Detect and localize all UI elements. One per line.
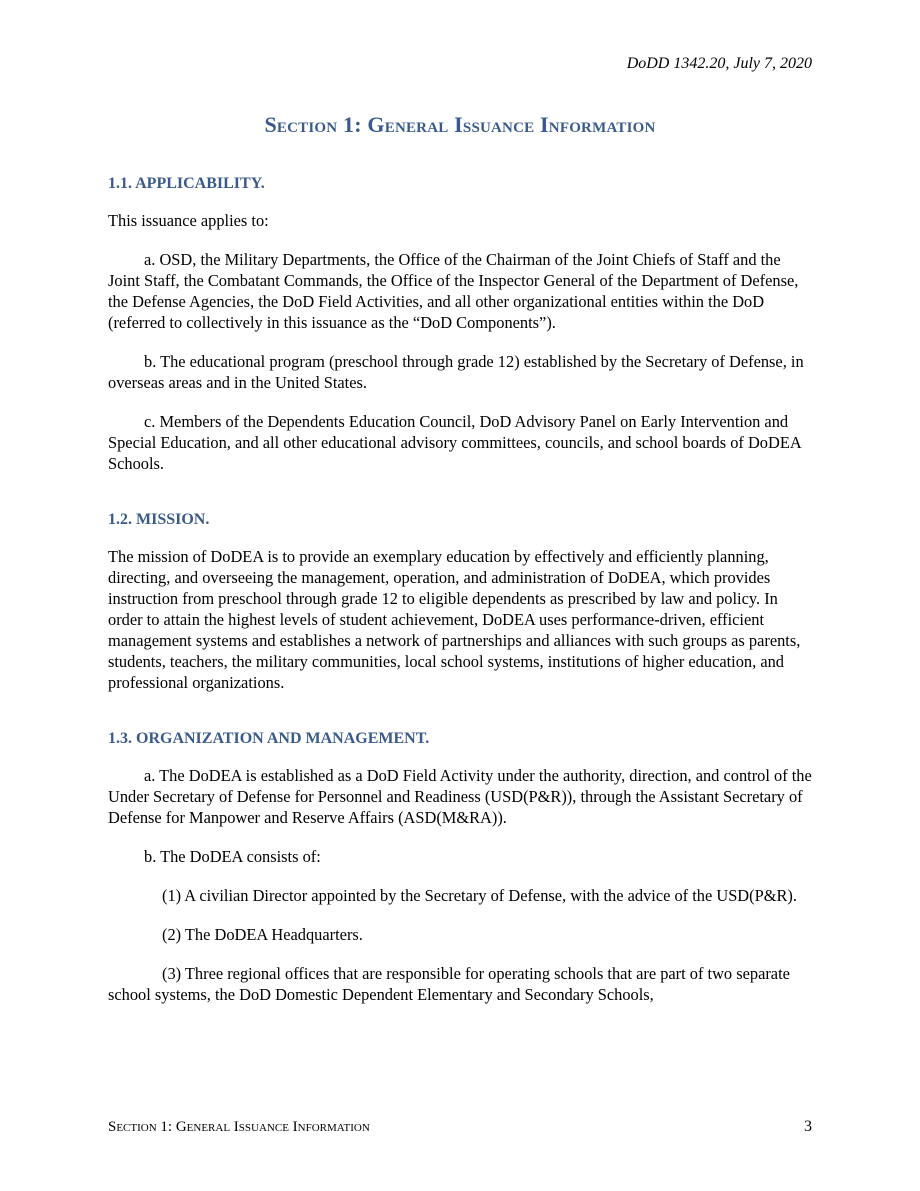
page-number: 3 [804, 1118, 812, 1135]
heading-organization: 1.3. ORGANIZATION AND MANAGEMENT. [108, 730, 430, 747]
heading-mission: 1.2. MISSION. [108, 511, 210, 528]
organization-item-b: b. The DoDEA consists of: [144, 847, 321, 866]
mission-text: The mission of DoDEA is to provide an exemplary education by effectively and efficiently planning, directing, and overseeing the management, operation, and administration of DoDEA, which provides instruction from preschool through grade 12 to eligible dependents as prescribed by law and policy. In order to attain the highest levels of student achievement, DoDEA uses performance-driven, efficient management systems and establishes a network of partnerships and alliances with such groups as parents, students, teachers, the military communities, local school systems, institutions of higher education, and professional organizations. [108, 547, 801, 692]
organization-item-a: a. The DoDEA is established as a DoD Field Activity under the authority, direction, and control of the Under Secretary of Defense for Personnel and Readiness (USD(P&R)), through the Assistant Secretary of Defense for Manpower and Reserve Affairs (ASD(M&RA)). [108, 766, 812, 827]
organization-item-b3: (3) Three regional offices that are responsible for operating schools that are part of two separate school systems, the DoD Domestic Dependent Elementary and Secondary Schools, [108, 964, 790, 1004]
section-title: Section 1: General Issuance Information [264, 112, 656, 137]
organization-item-b1: (1) A civilian Director appointed by the Secretary of Defense, with the advice of the USD(P&R). [162, 886, 797, 905]
applicability-item-c: c. Members of the Dependents Education Council, DoD Advisory Panel on Early Intervention and Special Education, and all other educational advisory committees, councils, and school boards of DoDEA Schools. [108, 412, 801, 473]
organization-item-b2: (2) The DoDEA Headquarters. [162, 925, 363, 944]
applicability-intro: This issuance applies to: [108, 211, 269, 230]
document-body [108, 174, 814, 1005]
footer-section-label: Section 1: General Issuance Information [108, 1119, 370, 1135]
applicability-item-b: b. The educational program (preschool through grade 12) established by the Secretary of Defense, in overseas areas and in the United States. [108, 352, 804, 392]
heading-applicability: 1.1. APPLICABILITY. [108, 175, 265, 192]
applicability-item-a: a. OSD, the Military Departments, the Office of the Chairman of the Joint Chiefs of Staff and the Joint Staff, the Combatant Commands, the Office of the Inspector General of the Department of Defense, the Defense Agencies, the DoD Field Activities, and all other organizational entities within the DoD (referred to collectively in this issuance as the “DoD Components”). [108, 250, 799, 332]
running-head: DoDD 1342.20, July 7, 2020 [626, 55, 812, 72]
